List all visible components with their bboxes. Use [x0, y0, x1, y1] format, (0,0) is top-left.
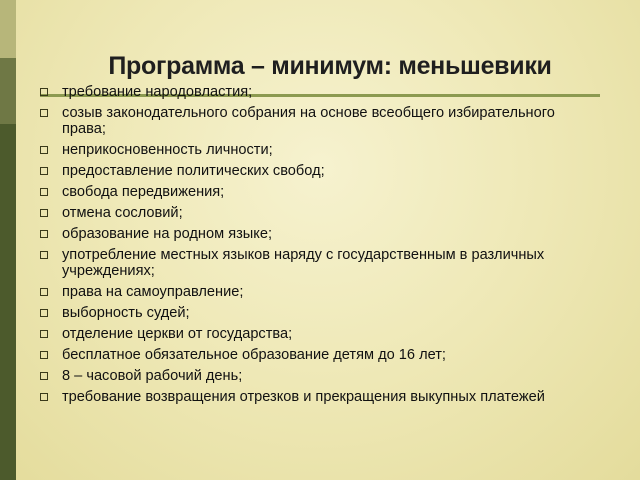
list-item: употребление местных языков наряду с государственным в различных учреждениях; [36, 247, 592, 279]
square-bullet-icon [40, 309, 48, 317]
list-item: неприкосновенность личности; [36, 142, 592, 158]
square-bullet-icon [40, 330, 48, 338]
square-bullet-icon [40, 230, 48, 238]
list-item: созыв законодательного собрания на основе всеобщего избирательного права; [36, 105, 592, 137]
list-item: права на самоуправление; [36, 284, 592, 300]
list-item: требование народовластия; [36, 84, 592, 100]
slide-title: Программа – минимум: меньшевики [108, 52, 552, 80]
square-bullet-icon [40, 288, 48, 296]
list-item: бесплатное обязательное образование детям до 16 лет; [36, 347, 592, 363]
list-item: образование на родном языке; [36, 226, 592, 242]
square-bullet-icon [40, 251, 48, 259]
square-bullet-icon [40, 167, 48, 175]
list-item: отмена сословий; [36, 205, 592, 221]
list-item: отделение церкви от государства; [36, 326, 592, 342]
square-bullet-icon [40, 109, 48, 117]
square-bullet-icon [40, 372, 48, 380]
square-bullet-icon [40, 188, 48, 196]
list-item: предоставление политических свобод; [36, 163, 592, 179]
list-item: выборность судей; [36, 305, 592, 321]
square-bullet-icon [40, 393, 48, 401]
bullet-list [36, 84, 592, 410]
square-bullet-icon [40, 209, 48, 217]
square-bullet-icon [40, 146, 48, 154]
left-accent-bar [0, 0, 16, 480]
list-item: требование возвращения отрезков и прекращения выкупных платежей [36, 389, 592, 405]
square-bullet-icon [40, 88, 48, 96]
square-bullet-icon [40, 351, 48, 359]
list-item: 8 – часовой рабочий день; [36, 368, 592, 384]
list-item: свобода передвижения; [36, 184, 592, 200]
